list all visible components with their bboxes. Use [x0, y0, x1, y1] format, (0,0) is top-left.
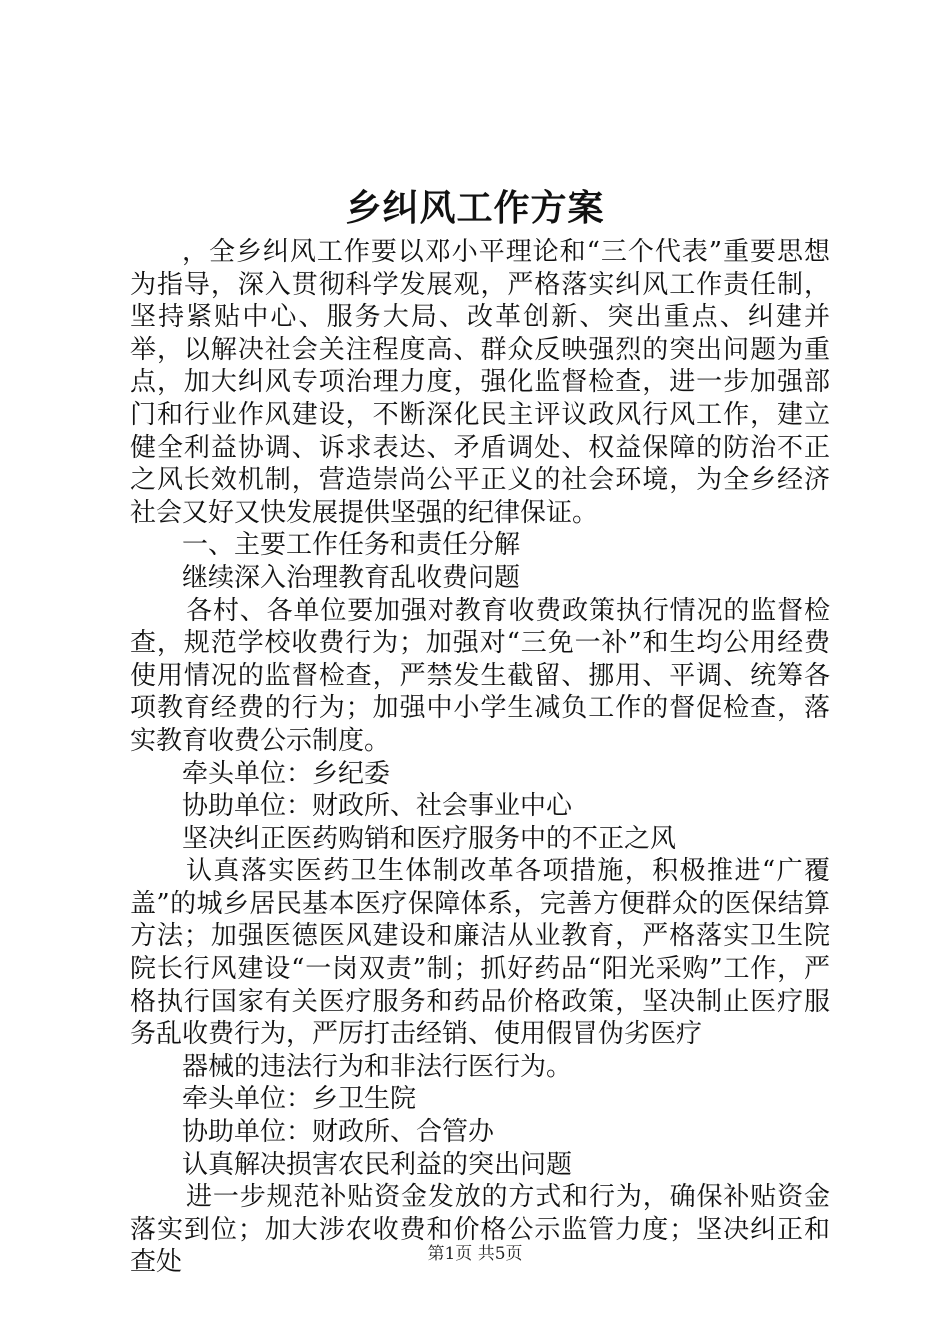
- paragraph-education-fees: 各村、各单位要加强对教育收费政策执行情况的监督检查，规范学校收费行为；加强对“三免一补”和生均公用经费使用情况的监督检查，严禁发生截留、挪用、平调、统筹各项教育经费的行为；加强中小学生减负工作的督促检查，落实教育收费公示制度。: [130, 595, 830, 756]
- paragraph-medical: 认真落实医药卫生体制改革各项措施，积极推进“广覆盖”的城乡居民基本医疗保障体系，完善方便群众的医保结算方法；加强医德医风建设和廉洁从业教育，严格落实卫生院院长行风建设“一岗双责”制；抓好药品“阳光采购”工作，严格执行国家有关医疗服务和药品价格政策，坚决制止医疗服务乱收费行为，严厉打击经销、使用假冒伪劣医疗: [130, 856, 830, 1050]
- lead-unit-education: 牵头单位：乡纪委: [182, 758, 391, 789]
- assist-unit-education: 协助单位：财政所、社会事业中心: [182, 791, 573, 822]
- assist-unit-medical: 协助单位：财政所、合管办: [182, 1117, 495, 1148]
- subheading-education-fees: 继续深入治理教育乱收费问题: [182, 562, 521, 593]
- paragraph-medical-continued: 器械的违法行为和非法行医行为。: [182, 1051, 573, 1082]
- paragraph-intro: ，全乡纠风工作要以邓小平理论和“三个代表”重要思想为指导，深入贯彻科学发展观，严格落实纠风工作责任制，坚持紧贴中心、服务大局、改革创新、突出重点、纠建并举，以解决社会关注程度高、群众反映强烈的突出问题为重点，加大纠风专项治理力度，强化监督检查，进一步加强部门和行业作风建设，不断深化民主评议政风行风工作，建立健全利益协调、诉求表达、矛盾调处、权益保障的防治不正之风长效机制，营造崇尚公平正义的社会环境，为全乡经济社会又好又快发展提供坚强的纪律保证。: [130, 237, 830, 528]
- section-heading-tasks: 一、主要工作任务和责任分解: [182, 530, 521, 561]
- document-title: 乡纠风工作方案: [345, 187, 605, 229]
- subheading-farmers: 认真解决损害农民利益的突出问题: [182, 1149, 573, 1180]
- document-body: [130, 236, 830, 1279]
- subheading-medical: 坚决纠正医药购销和医疗服务中的不正之风: [182, 823, 677, 854]
- page-footer: 第1页 共5页: [427, 1244, 523, 1264]
- lead-unit-medical: 牵头单位：乡卫生院: [182, 1084, 417, 1115]
- paragraph-farmers: 进一步规范补贴资金发放的方式和行为，确保补贴资金落实到位；加大涉农收费和价格公示监管力度；坚决纠正和查处: [130, 1182, 830, 1278]
